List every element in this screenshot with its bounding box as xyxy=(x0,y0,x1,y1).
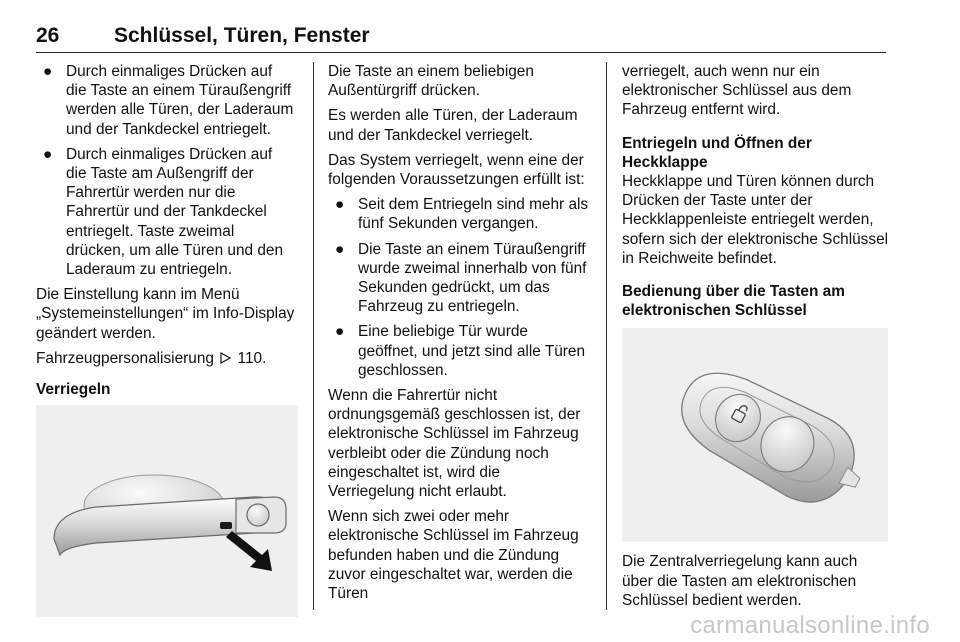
section-heading-heckklappe: Entriegeln und Öffnen der Heckklappe xyxy=(622,134,812,171)
door-handle-illustration xyxy=(36,405,298,617)
bullet-icon: ● xyxy=(43,63,53,80)
bullet-text: Eine beliebige Tür wurde geöffnet, und jetzt sind alle Türen geschlossen. xyxy=(358,323,586,379)
column-divider xyxy=(606,62,607,610)
settings-paragraph: Die Einstellung kann im Menü „Systemeinstellungen“ im Info-Display geändert werden. xyxy=(36,286,295,342)
paragraph: verriegelt, auch wenn nur ein elektronischer Schlüssel aus dem Fahrzeug entfernt wird. xyxy=(622,63,852,119)
bullet-text: Durch einmaliges Drücken auf die Taste an einem Türaußengriff werden alle Türen, der Laderaum und der Tankdeckel entriegelt. xyxy=(66,63,294,138)
bullet-text: Die Taste an einem Türaußengriff wurde zweimal innerhalb von fünf Sekunden gedrückt, um das Fahrzeug zu entriegeln. xyxy=(358,240,587,316)
bullet-icon: ● xyxy=(335,240,345,258)
paragraph: Die Taste an einem beliebigen Außentürgriff drücken. xyxy=(328,63,534,100)
section-heading-tasten: Bedienung über die Tasten am elektronischen Schlüssel xyxy=(622,283,845,320)
bullet-text: Durch einmaliges Drücken auf die Taste am Außengriff der Fahrertür werden nur die Fahrertür und der Tankdeckel entriegelt. Taste zweimal drücken, um alle Türen und den Laderaum zu entriegeln. xyxy=(66,145,284,279)
paragraph: Wenn die Fahrertür nicht ordnungsgemäß geschlossen ist, der elektronische Schlüssel im Fahrzeug verbleibt oder die Zündung noch eingeschaltet ist, wird die Verriegelung nicht erlaubt. xyxy=(328,387,581,501)
bullet-icon: ● xyxy=(43,145,53,163)
watermark: carmanualsonline.info xyxy=(690,612,930,639)
column-1 xyxy=(36,62,296,617)
paragraph: Die Zentralverriegelung kann auch über die Tasten am elektronischen Schlüssel bedient werden. xyxy=(622,553,858,609)
personalization-text: Fahrzeugpersonalisierung xyxy=(36,349,214,367)
personalization-paragraph xyxy=(36,349,296,368)
list-item xyxy=(328,195,590,233)
column-3 xyxy=(622,62,890,616)
chapter-title: Schlüssel, Türen, Fenster xyxy=(114,24,370,47)
list-item xyxy=(36,62,296,139)
section-heading-verriegeln: Verriegeln xyxy=(36,381,111,399)
list-item xyxy=(328,322,590,380)
bullet-icon: ● xyxy=(335,196,345,214)
page-reference-link[interactable]: 110. xyxy=(237,349,267,367)
page-header xyxy=(36,22,886,53)
paragraph: Es werden alle Türen, der Laderaum und der Tankdeckel verriegelt. xyxy=(328,107,578,144)
column-divider xyxy=(313,62,314,610)
bullet-icon: ● xyxy=(335,323,345,341)
list-item xyxy=(36,145,296,279)
page-number: 26 xyxy=(36,24,60,47)
paragraph: Das System verriegelt, wenn eine der folgenden Voraussetzungen erfüllt ist: xyxy=(328,151,585,189)
key-fob-illustration xyxy=(622,328,888,542)
paragraph: Wenn sich zwei oder mehr elektronische Schlüssel im Fahrzeug befunden haben und die Zündung zuvor eingeschaltet war, werden die Türen xyxy=(328,508,579,603)
paragraph: Heckklappe und Türen können durch Drücken der Taste unter der Heckklappenleiste entriegelt werden, sofern sich der elektronische Schlüssel in Reichweite befindet. xyxy=(622,173,889,267)
list-item xyxy=(328,240,590,317)
bullet-text: Seit dem Entriegeln sind mehr als fünf Sekunden vergangen. xyxy=(358,196,589,233)
column-2 xyxy=(328,62,590,609)
page-reference-arrow-icon xyxy=(220,352,231,364)
